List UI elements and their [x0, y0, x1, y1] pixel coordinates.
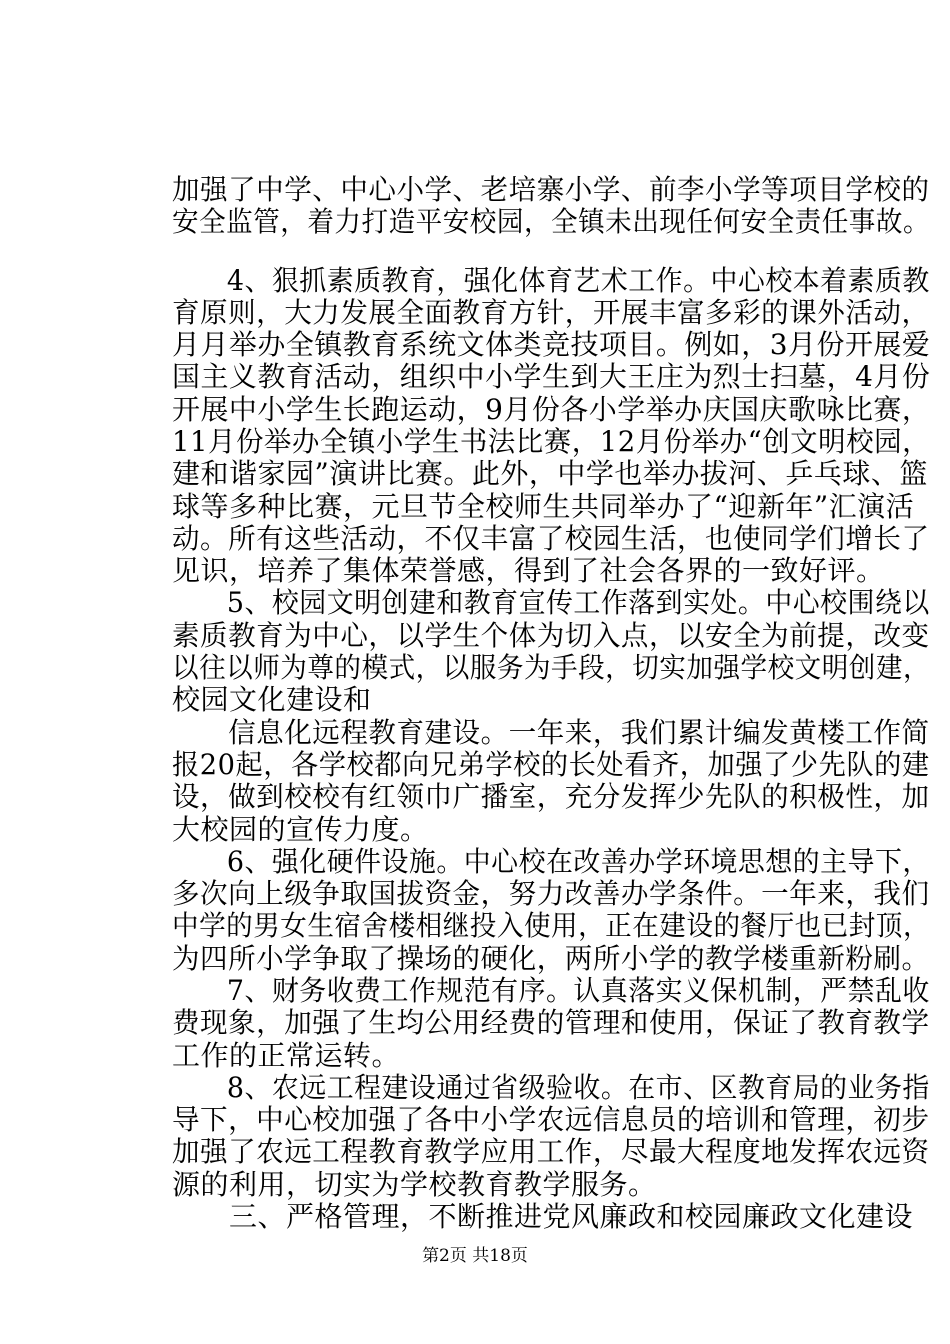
- text-line: 8、农远工程建设通过省级验收。在市、区教育局的业务指: [172, 1071, 930, 1104]
- text-line: 6、强化硬件设施。中心校在改善办学环境思想的主导下，: [172, 845, 930, 878]
- text-line: 育原则，大力发展全面教育方针，开展丰富多彩的课外活动，: [172, 296, 930, 329]
- text-line: 设，做到校校有红领巾广播室，充分发挥少先队的积极性，加: [172, 780, 930, 813]
- text-line: 安全监管，着力打造平安校园，全镇未出现任何安全责任事故。: [172, 205, 931, 238]
- text-line: 见识，培养了集体荣誉感，得到了社会各界的一致好评。: [172, 554, 885, 587]
- text-line: 报20起，各学校都向兄弟学校的长处看齐，加强了少先队的建: [172, 748, 930, 781]
- text-line: 4、狠抓素质教育，强化体育艺术工作。中心校本着素质教: [172, 264, 930, 297]
- text-line: 导下，中心校加强了各中小学农远信息员的培训和管理，初步: [172, 1103, 930, 1136]
- text-line: 大校园的宣传力度。: [172, 813, 429, 846]
- text-line: 中学的男女生宿舍楼相继投入使用，正在建设的餐厅也已封顶，: [172, 909, 931, 942]
- text-line: 三、严格管理，不断推进党风廉政和校园廉政文化建设: [172, 1200, 914, 1233]
- text-line: 加强了农远工程教育教学应用工作，尽最大程度地发挥农远资: [172, 1135, 930, 1168]
- text-line: 为四所小学争取了操场的硬化，两所小学的教学楼重新粉刷。: [172, 942, 930, 975]
- text-line: 球等多种比赛，元旦节全校师生共同举办了“迎新年”汇演活: [172, 490, 915, 523]
- text-line: 月月举办全镇教育系统文体类竞技项目。例如，3月份开展爱: [172, 328, 931, 361]
- text-line: 开展中小学生长跑运动，9月份各小学举办庆国庆歌咏比赛，: [172, 393, 931, 426]
- text-line: 建和谐家园”演讲比赛。此外，中学也举办拔河、乒乓球、篮: [172, 457, 928, 490]
- text-line: 校园文化建设和: [172, 683, 372, 716]
- text-line: 素质教育为中心，以学生个体为切入点，以安全为前提，改变: [172, 619, 930, 652]
- text-line: 以往以师为尊的模式，以服务为手段，切实加强学校文明创建，: [172, 651, 931, 684]
- text-line: 加强了中学、中心小学、老培寨小学、前李小学等项目学校的: [172, 173, 930, 206]
- text-line: 工作的正常运转。: [172, 1039, 401, 1072]
- text-line: 多次向上级争取国拔资金，努力改善办学条件。一年来，我们: [172, 877, 930, 910]
- text-line: 5、校园文明创建和教育宣传工作落到实处。中心校围绕以: [172, 586, 930, 619]
- text-line: 费现象，加强了生均公用经费的管理和使用，保证了教育教学: [172, 1006, 930, 1039]
- text-line: 国主义教育活动，组织中小学生到大王庄为烈士扫墓，4月份: [172, 360, 931, 393]
- text-line: 信息化远程教育建设。一年来，我们累计编发黄楼工作简: [172, 716, 930, 749]
- text-line: 动。所有这些活动，不仅丰富了校园生活，也使同学们增长了: [172, 522, 930, 555]
- page-number-footer: 第2页 共18页: [422, 1246, 528, 1266]
- text-line: 源的利用，切实为学校教育教学服务。: [172, 1168, 657, 1201]
- text-line: 11月份举办全镇小学生书法比赛，12月份举办“创文明校园，: [172, 425, 931, 458]
- text-line: 7、财务收费工作规范有序。认真落实义保机制，严禁乱收: [172, 974, 930, 1007]
